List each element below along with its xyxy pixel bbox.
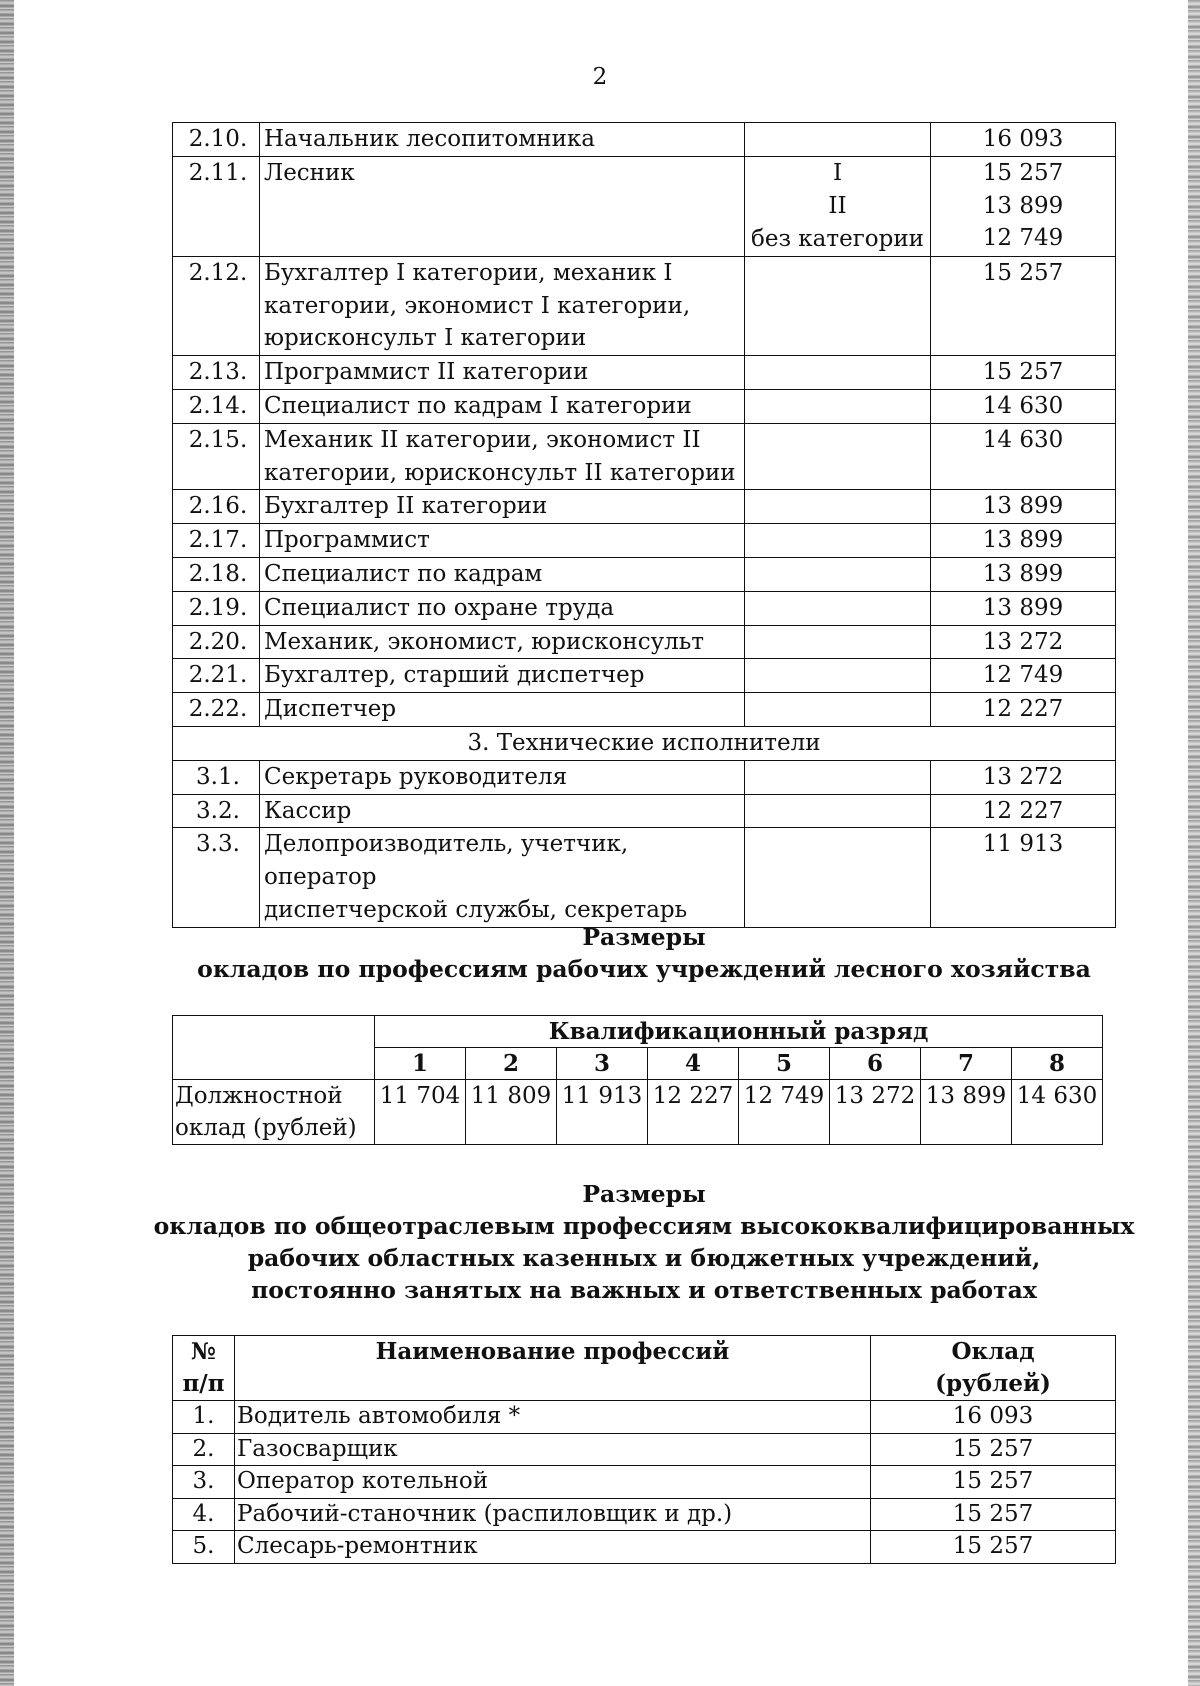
position-title: Начальник лесопитомника bbox=[260, 123, 745, 157]
profession-salary: 15 257 bbox=[871, 1433, 1116, 1466]
table-row bbox=[173, 256, 1116, 355]
skilled-professions-table bbox=[172, 1335, 1116, 1564]
row-number: 2.17. bbox=[173, 524, 260, 558]
position-title: Специалист по кадрам bbox=[260, 557, 745, 591]
position-salary: 12 227 bbox=[931, 794, 1116, 828]
position-title: Программист bbox=[260, 524, 745, 558]
position-title: Механик, экономист, юрисконсульт bbox=[260, 625, 745, 659]
position-title: Секретарь руководителя bbox=[260, 760, 745, 794]
position-salary: 14 630 bbox=[931, 389, 1116, 423]
page-number: 2 bbox=[592, 64, 608, 90]
salary-line: 15 257 bbox=[982, 159, 1064, 186]
grade-6: 6 bbox=[830, 1048, 921, 1080]
grade-salary: 11 809 bbox=[466, 1080, 557, 1145]
position-category bbox=[745, 524, 931, 558]
position-category bbox=[745, 389, 931, 423]
position-category bbox=[745, 828, 931, 927]
position-salary: 14 630 bbox=[931, 423, 1116, 490]
heading-line: окладов по профессиям рабочих учреждений лесного хозяйства bbox=[197, 955, 1091, 983]
row-number: 2.16. bbox=[173, 490, 260, 524]
title-line: Бухгалтер I категории, механик I bbox=[264, 259, 673, 286]
grade-2: 2 bbox=[466, 1048, 557, 1080]
position-salary: 13 899 bbox=[931, 490, 1116, 524]
position-title: Бухгалтер, старший диспетчер bbox=[260, 659, 745, 693]
position-salary: 12 749 bbox=[931, 659, 1116, 693]
category-line: I bbox=[832, 159, 843, 186]
position-salary: 12 227 bbox=[931, 693, 1116, 727]
grade-7: 7 bbox=[921, 1048, 1012, 1080]
position-category bbox=[745, 256, 931, 355]
position-category bbox=[745, 423, 931, 490]
row-number: 2. bbox=[173, 1433, 235, 1466]
table-row bbox=[173, 693, 1116, 727]
table-row bbox=[173, 1498, 1116, 1531]
title-line: диспетчерской службы, секретарь bbox=[264, 896, 688, 923]
positions-salary-table bbox=[172, 122, 1116, 928]
heading-line: Размеры bbox=[582, 923, 706, 951]
table-row bbox=[173, 356, 1116, 390]
position-salary: 13 272 bbox=[931, 625, 1116, 659]
title-line: категории, экономист I категории, bbox=[264, 292, 691, 319]
profession-name: Оператор котельной bbox=[235, 1466, 871, 1499]
profession-name: Водитель автомобиля * bbox=[235, 1401, 871, 1434]
position-salary: 13 899 bbox=[931, 524, 1116, 558]
empty-corner-cell bbox=[173, 1016, 375, 1080]
row-number: 2.21. bbox=[173, 659, 260, 693]
position-salary: 13 899 bbox=[931, 557, 1116, 591]
qualification-grade-header: Квалификационный разряд bbox=[375, 1016, 1103, 1048]
grade-5: 5 bbox=[739, 1048, 830, 1080]
position-category bbox=[745, 557, 931, 591]
profession-salary: 15 257 bbox=[871, 1466, 1116, 1499]
row-number: 2.10. bbox=[173, 123, 260, 157]
position-title bbox=[260, 828, 745, 927]
profession-name: Рабочий-станочник (распиловщик и др.) bbox=[235, 1498, 871, 1531]
position-salary bbox=[931, 156, 1116, 256]
workers-salary-heading bbox=[0, 921, 1200, 985]
profession-salary: 15 257 bbox=[871, 1531, 1116, 1564]
scan-edge-right bbox=[1188, 0, 1200, 1686]
grade-salary: 13 272 bbox=[830, 1080, 921, 1145]
row-number: 2.14. bbox=[173, 389, 260, 423]
title-line: юрисконсульт I категории bbox=[264, 325, 587, 352]
row-number: 2.19. bbox=[173, 591, 260, 625]
position-category bbox=[745, 693, 931, 727]
position-salary: 15 257 bbox=[931, 256, 1116, 355]
position-salary: 15 257 bbox=[931, 356, 1116, 390]
position-category bbox=[745, 490, 931, 524]
row-number: 2.15. bbox=[173, 423, 260, 490]
row-number: 3. bbox=[173, 1466, 235, 1499]
row-number: 2.12. bbox=[173, 256, 260, 355]
position-category bbox=[745, 794, 931, 828]
grade-salary: 11 913 bbox=[557, 1080, 648, 1145]
row-number: 5. bbox=[173, 1531, 235, 1564]
row-number: 2.11. bbox=[173, 156, 260, 256]
grade-1: 1 bbox=[375, 1048, 466, 1080]
title-line: Делопроизводитель, учетчик, оператор bbox=[264, 831, 629, 891]
grade-salary: 12 749 bbox=[739, 1080, 830, 1145]
category-line: без категории bbox=[750, 225, 925, 252]
table-row bbox=[173, 1466, 1116, 1499]
title-line: категории, юрисконсульт II категории bbox=[264, 459, 736, 486]
table-row bbox=[173, 794, 1116, 828]
position-title: Лесник bbox=[260, 156, 745, 256]
salary-row bbox=[173, 1080, 1103, 1145]
salary-line: 12 749 bbox=[982, 225, 1064, 252]
profession-name: Слесарь-ремонтник bbox=[235, 1531, 871, 1564]
scan-edge-left bbox=[0, 0, 14, 1686]
heading-line: постоянно занятых на важных и ответственных работах bbox=[251, 1276, 1037, 1304]
section-title: 3. Технические исполнители bbox=[173, 726, 1116, 760]
row-number: 4. bbox=[173, 1498, 235, 1531]
row-number: 2.20. bbox=[173, 625, 260, 659]
row-number: 2.22. bbox=[173, 693, 260, 727]
table-row bbox=[173, 490, 1116, 524]
grade-4: 4 bbox=[648, 1048, 739, 1080]
position-salary: 16 093 bbox=[931, 123, 1116, 157]
grade-salary: 13 899 bbox=[921, 1080, 1012, 1145]
title-line: Механик II категории, экономист II bbox=[264, 426, 701, 453]
position-title: Специалист по кадрам I категории bbox=[260, 389, 745, 423]
header-line: п/п bbox=[182, 1370, 225, 1397]
table-row bbox=[173, 123, 1116, 157]
header-salary bbox=[871, 1336, 1116, 1401]
header-profession-name: Наименование профессий bbox=[235, 1336, 871, 1401]
grade-salary: 14 630 bbox=[1012, 1080, 1103, 1145]
position-title bbox=[260, 256, 745, 355]
heading-line: Размеры bbox=[582, 1180, 706, 1208]
table-header-row bbox=[173, 1336, 1116, 1401]
category-line: II bbox=[828, 192, 847, 219]
table-row bbox=[173, 524, 1116, 558]
position-title bbox=[260, 423, 745, 490]
position-title: Кассир bbox=[260, 794, 745, 828]
profession-name: Газосварщик bbox=[235, 1433, 871, 1466]
group-header-row bbox=[173, 1016, 1103, 1048]
table-row bbox=[173, 625, 1116, 659]
header-line: № bbox=[191, 1338, 216, 1365]
header-line: (рублей) bbox=[935, 1370, 1051, 1397]
position-title: Бухгалтер II категории bbox=[260, 490, 745, 524]
profession-salary: 16 093 bbox=[871, 1401, 1116, 1434]
table-row bbox=[173, 389, 1116, 423]
position-category bbox=[745, 760, 931, 794]
table-row bbox=[173, 659, 1116, 693]
row-number: 2.13. bbox=[173, 356, 260, 390]
position-category bbox=[745, 356, 931, 390]
table-row bbox=[173, 760, 1116, 794]
header-line: Оклад bbox=[951, 1338, 1035, 1365]
table-row bbox=[173, 828, 1116, 927]
table-row bbox=[173, 557, 1116, 591]
section-header-row bbox=[173, 726, 1116, 760]
table-row bbox=[173, 591, 1116, 625]
row-label bbox=[173, 1080, 375, 1145]
grade-salary: 12 227 bbox=[648, 1080, 739, 1145]
row-number: 1. bbox=[173, 1401, 235, 1434]
grade-salary: 11 704 bbox=[375, 1080, 466, 1145]
position-category bbox=[745, 123, 931, 157]
position-category bbox=[745, 156, 931, 256]
position-title: Диспетчер bbox=[260, 693, 745, 727]
salary-line: 13 899 bbox=[982, 192, 1064, 219]
grade-3: 3 bbox=[557, 1048, 648, 1080]
position-salary: 13 899 bbox=[931, 591, 1116, 625]
row-number: 3.1. bbox=[173, 760, 260, 794]
qualification-grade-table bbox=[172, 1015, 1103, 1145]
position-category bbox=[745, 591, 931, 625]
profession-salary: 15 257 bbox=[871, 1498, 1116, 1531]
header-number bbox=[173, 1336, 235, 1401]
label-line: Должностной bbox=[175, 1083, 343, 1109]
position-title: Специалист по охране труда bbox=[260, 591, 745, 625]
position-salary: 11 913 bbox=[931, 828, 1116, 927]
skilled-workers-heading bbox=[0, 1178, 1200, 1306]
heading-line: рабочих областных казенных и бюджетных учреждений, bbox=[247, 1244, 1041, 1272]
position-salary: 13 272 bbox=[931, 760, 1116, 794]
grade-8: 8 bbox=[1012, 1048, 1103, 1080]
table-row bbox=[173, 423, 1116, 490]
row-number: 3.3. bbox=[173, 828, 260, 927]
position-title: Программист II категории bbox=[260, 356, 745, 390]
position-category bbox=[745, 625, 931, 659]
row-number: 2.18. bbox=[173, 557, 260, 591]
table-row bbox=[173, 156, 1116, 256]
table-row bbox=[173, 1401, 1116, 1434]
position-category bbox=[745, 659, 931, 693]
label-line: оклад (рублей) bbox=[175, 1115, 357, 1141]
row-number: 3.2. bbox=[173, 794, 260, 828]
heading-line: окладов по общеотраслевым профессиям высококвалифицированных bbox=[153, 1212, 1135, 1240]
table-row bbox=[173, 1433, 1116, 1466]
table-row bbox=[173, 1531, 1116, 1564]
